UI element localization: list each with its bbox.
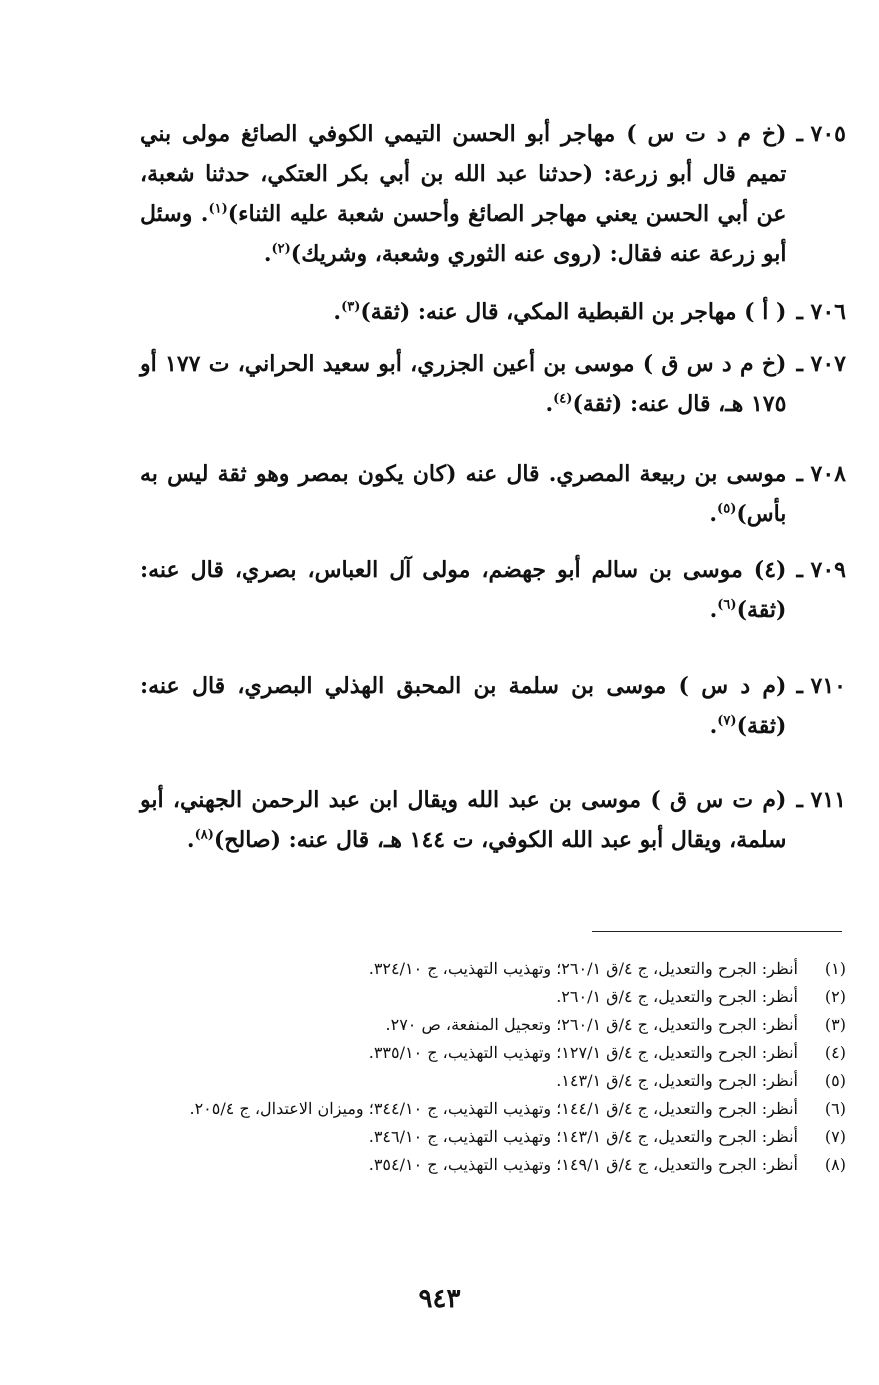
footnote-text: أنظر: الجرح والتعديل، ج ٤/ق ١٤٣/١؛ وتهذيب التهذيب، ج ٣٤٦/١٠. <box>368 1127 798 1146</box>
footnote-text: أنظر: الجرح والتعديل، ج ٤/ق ١٤٣/١. <box>556 1071 798 1090</box>
footnote-text: أنظر: الجرح والتعديل، ج ٤/ق ٢٦٠/١؛ وتعجيل المنفعة، ص ٢٧٠. <box>385 1015 798 1034</box>
footnote-text: أنظر: الجرح والتعديل، ج ٤/ق ١٢٧/١؛ وتهذيب التهذيب، ج ٣٣٥/١٠. <box>368 1043 798 1062</box>
main-text <box>140 110 846 860</box>
footnote <box>140 1011 846 1039</box>
footnote-text: أنظر: الجرح والتعديل، ج ٤/ق ٢٦٠/١؛ وتهذيب التهذيب، ج ٣٢٤/١٠. <box>368 959 798 978</box>
entry-number: ٧١٠ ـ <box>796 673 846 699</box>
footnote-ref: (٧) <box>717 713 737 729</box>
entry-705 <box>140 114 846 274</box>
entry-text: (م د س ) موسى بن سلمة بن المحبق الهذلي البصري، قال عنه: (ثقة)$^{(٧)}$. <box>140 673 787 739</box>
footnote-ref: (٦) <box>717 597 737 613</box>
entry-706 <box>140 292 846 332</box>
entry-number: ٧٠٨ ـ <box>796 461 846 487</box>
footnote-number: (٢) <box>824 987 846 1006</box>
page-number: ٩٤٣ <box>418 1284 461 1314</box>
footnote-number: (٦) <box>824 1099 846 1118</box>
footnote-text: أنظر: الجرح والتعديل، ج ٤/ق ٢٦٠/١. <box>556 987 798 1006</box>
footnote-number: (١) <box>824 959 846 978</box>
footnote <box>140 1067 846 1095</box>
footnote <box>140 955 846 983</box>
footnote-ref: (١) <box>208 201 228 217</box>
entry-text: (م ت س ق ) موسى بن عبد الله ويقال ابن عبد الرحمن الجهني، أبو سلمة، ويقال أبو عبد الله الكوفي، ت ١٤٤ هـ، قال عنه: (صالح)$^{(٨)}$. <box>140 787 787 853</box>
entry-number: ٧٠٦ ـ <box>796 299 846 325</box>
entry-number: ٧٠٩ ـ <box>796 557 846 583</box>
footnote-number: (٥) <box>824 1071 846 1090</box>
footnotes <box>140 955 846 1179</box>
entry-707 <box>140 344 846 424</box>
footnote-text: أنظر: الجرح والتعديل، ج ٤/ق ١٤٩/١؛ وتهذيب التهذيب، ج ٣٥٤/١٠. <box>368 1155 798 1174</box>
entry-text: (خ م د س ق ) موسى بن أعين الجزري، أبو سعيد الحراني، ت ١٧٧ أو ١٧٥ هـ، قال عنه: (ثقة)$^{(٤)}$. <box>140 351 787 417</box>
footnote <box>140 1123 846 1151</box>
entry-text: (٤) موسى بن سالم أبو جهضم، مولى آل العباس، بصري، قال عنه: (ثقة)$^{(٦)}$. <box>140 557 787 623</box>
footnote <box>140 983 846 1011</box>
footnote-ref: (٥) <box>717 501 737 517</box>
footnote-number: (٤) <box>824 1043 846 1062</box>
entry-710 <box>140 666 846 746</box>
footnote-ref: (٨) <box>194 827 214 843</box>
entry-709 <box>140 550 846 630</box>
footnote-divider <box>592 931 842 932</box>
entry-text: موسى بن ربيعة المصري. قال عنه (كان يكون بمصر وهو ثقة ليس به بأس)$^{(٥)}$. <box>140 461 787 527</box>
footnote <box>140 1039 846 1067</box>
entry-number: ٧٠٥ ـ <box>796 121 846 147</box>
footnote-number: (٧) <box>824 1127 846 1146</box>
footnote-number: (٣) <box>824 1015 846 1034</box>
footnote-ref: (٢) <box>271 241 291 257</box>
entry-text: ( أ ) مهاجر بن القبطية المكي، قال عنه: (ثقة)$^{(٣)}$. <box>333 299 787 325</box>
footnote-number: (٨) <box>824 1155 846 1174</box>
entry-text: (خ م د ت س ) مهاجر أبو الحسن التيمي الكوفي الصائغ مولى بني تميم قال أبو زرعة: (حدثنا عبد الله بن أبي بكر العتكي، حدثنا شعبة، عن أبي الحسن يعني مهاجر الصائغ وأحسن شعبة عليه الثناء)$^{(١)}$. وسئل أبو زرعة عنه فقال: (روى عنه الثوري وشعبة، وشريك)$^{(٢)}$. <box>140 121 787 267</box>
footnote-text: أنظر: الجرح والتعديل، ج ٤/ق ١٤٤/١؛ وتهذيب التهذيب، ج ٣٤٤/١٠؛ وميزان الاعتدال، ج ٢٠٥/٤. <box>189 1099 798 1118</box>
entry-708 <box>140 454 846 534</box>
entry-number: ٧٠٧ ـ <box>796 351 846 377</box>
entry-number: ٧١١ ـ <box>796 787 846 813</box>
footnote-ref: (٣) <box>341 299 361 315</box>
footnote <box>140 1151 846 1179</box>
footnote <box>140 1095 846 1123</box>
footnote-ref: (٤) <box>553 391 573 407</box>
entry-711 <box>140 780 846 860</box>
